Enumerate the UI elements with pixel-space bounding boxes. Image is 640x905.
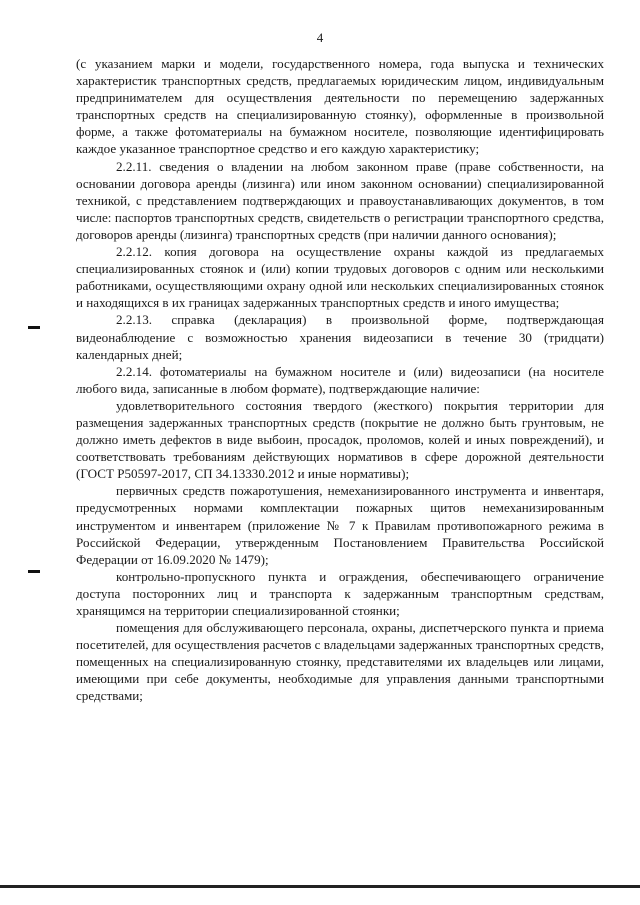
page-number: 4 xyxy=(316,30,324,45)
paragraph-vehicle-list-continuation: (с указанием марки и модели, государственного номера, года выпуска и технических характеристик транспортных средств, предлагаемых юридическим лицом, индивидуальным предпринимателем для осуществления деятельности по перемещению задержанных транспортных средств на специализированную стоянку), оформленные в произвольной форме, а также фотоматериалы на бумажном носителе, позволяющие идентифицировать каждое указанное транспортное средство и его каждую характеристику; xyxy=(76,56,604,157)
paragraph-2-2-12: 2.2.12. копия договора на осуществление охраны каждой из предлагаемых специализированных стоянок и (или) копии трудовых договоров с одним или несколькими работниками, осуществляющими охрану одной или нескольких специализированных стоянок и находящихся в их границах задержанных транспортных средств и иного имущества; xyxy=(76,244,604,311)
paragraph-checkpoint-fence: контрольно-пропускного пункта и ограждения, обеспечивающего ограничение доступа посторонних лиц и транспорта к задержанным транспортным средствам, хранящимся на территории специализированной стоянки; xyxy=(76,568,604,618)
paragraph-2-2-14: 2.2.14. фотоматериалы на бумажном носителе и (или) видеозаписи (на носителе любого вида, записанные в любом формате), подтверждающие наличие: xyxy=(76,363,604,396)
paragraph-fire-equipment: первичных средств пожаротушения, немеханизированного инструмента и инвентаря, предусмотренных нормами комплектации пожарных щитов немеханизированным инструментом и инвентарем (приложение № 7 к Правилам противопожарного режима в Российской Федерации, утвержденным Постановлением Правительства Российской Федерации от 16.09.2020 № 1479); xyxy=(76,483,604,567)
paragraph-2-2-11: 2.2.11. сведения о владении на любом законном праве (праве собственности, на основании договора аренды (лизинга) или ином законном основании) специализированной техникой, с представлением подтверждающих и правоустанавливающих документов, в том числе: паспортов транспортных средств, свидетельств о регистрации транспортного средства, договоров аренды (лизинга) транспортных средств (при наличии данного основания); xyxy=(76,158,604,242)
scan-margin-mark xyxy=(28,326,40,329)
bottom-rule xyxy=(0,885,640,888)
paragraph-staff-premises: помещения для обслуживающего персонала, охраны, диспетчерского пункта и приема посетителей, для осуществления расчетов с владельцами задержанных транспортных средств, помещенных на специализированную стоянку, представителями их владельцев или лицами, имеющими при себе документы, необходимые для управления данными транспортными средствами; xyxy=(76,620,604,704)
paragraph-2-2-13: 2.2.13. справка (декларация) в произвольной форме, подтверждающая видеонаблюдение с возможностью хранения видеозаписи в течение 30 (тридцати) календарных дней; xyxy=(76,312,604,362)
document-body xyxy=(76,55,604,705)
paragraph-hard-surface: удовлетворительного состояния твердого (жесткого) покрытия территории для размещения задержанных транспортных средств (покрытие не должно быть грунтовым, не должно иметь дефектов в виде выбоин, просадок, проломов, колей и иных повреждений), и соответствовать требованиям действующих нормативов в сфере дорожной деятельности (ГОСТ Р50597-2017, СП 34.13330.2012 и иные нормативы); xyxy=(76,397,604,482)
scan-margin-mark xyxy=(28,570,40,573)
